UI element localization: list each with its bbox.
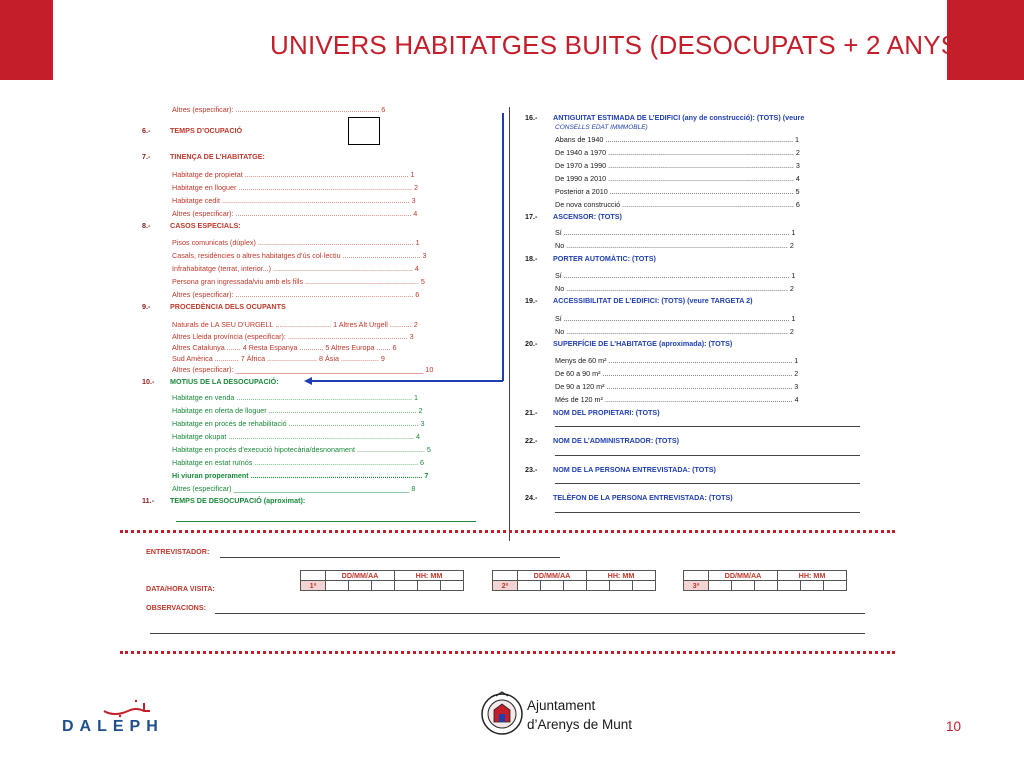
- option: No ............................................................................................................... 2: [555, 327, 794, 336]
- option: Altres Catalunya ....... 4 Resta Espanya ............ 5 Altres Europa ....... 6: [172, 343, 397, 352]
- question-10: 10.- MOTIUS DE LA DESOCUPACIÓ:: [142, 377, 279, 386]
- daleph-logo: DALEPH: [62, 718, 164, 735]
- option: Hi viuran properament ...................................................................................... 7: [172, 471, 429, 480]
- question-9: 9.- PROCEDÈNCIA DELS OCUPANTS: [142, 302, 286, 311]
- ajuntament-logo-text: Ajuntament d’Arenys de Munt: [527, 698, 633, 732]
- answer-line: [555, 455, 860, 456]
- option: Habitatge en estat ruïnós .................................................................................. 6: [172, 458, 425, 467]
- option: Més de 120 m² .............................................................................................. 4: [555, 395, 799, 404]
- option: Altres (especificar): ......................................................................................... 6: [172, 290, 420, 299]
- question-7: 7.- TINENÇA DE L’HABITATGE:: [142, 152, 265, 161]
- survey-form-image: [120, 95, 895, 665]
- option: Sí ................................................................................................................. 1: [555, 271, 796, 280]
- question-18: 18.- PORTER AUTOMÀTIC: (TOTS): [525, 254, 656, 263]
- observations-line: [215, 613, 865, 614]
- option: De 1990 a 2010 ............................................................................................. 4: [555, 174, 800, 183]
- option: Posterior a 2010 ............................................................................................ 5: [555, 187, 800, 196]
- question-19: 19.- ACCESSIBILITAT DE L’EDIFICI: (TOTS) (veure TARGETA 2): [525, 296, 753, 305]
- dotted-separator-bottom: [120, 651, 895, 654]
- option: No ............................................................................................................... 2: [555, 284, 794, 293]
- column-divider: [509, 107, 510, 541]
- time-header: HH: MM: [778, 571, 847, 581]
- question-16-note: CONSELLS EDAT IMMMOBLE): [555, 124, 648, 131]
- question-16: 16.- ANTIGUITAT ESTIMADA DE L’EDIFICI (any de construcció): (TOTS) (veure: [525, 113, 805, 122]
- option: De nova construcció ...................................................................................... 6: [555, 200, 800, 209]
- option: Naturals de LA SEU D’URGELL ............................ 1 Altres Alt Urgell ........... 2: [172, 320, 418, 329]
- option: De 60 a 90 m² ............................................................................................... 2: [555, 369, 799, 378]
- question-20: 20.- SUPERFÍCIE DE L’HABITATGE (aproximada): (TOTS): [525, 339, 733, 348]
- visit-2-table: [492, 570, 656, 591]
- arabic-script-logo-icon: [100, 697, 155, 719]
- question-22: 22.- NOM DE L’ADMINISTRADOR: (TOTS): [525, 436, 680, 445]
- partial-option: Altres (especificar): ........................................................................ 6: [172, 105, 386, 114]
- dotted-separator-top: [120, 530, 895, 533]
- interviewer-line: [220, 557, 560, 558]
- question-23: 23.- NOM DE LA PERSONA ENTREVISTADA: (TOTS): [525, 465, 716, 474]
- option: Persona gran ingressada/viu amb els fills ......................................................... 5: [172, 277, 425, 286]
- option: Pisos comunicats (dúplex) .............................................................................. 1: [172, 238, 420, 247]
- answer-line: [555, 483, 860, 484]
- option: Sud Amèrica ............ 7 Àfrica ......................... 8 Àsia ................... 9: [172, 354, 385, 363]
- date-header: DD/MM/AA: [709, 571, 778, 581]
- answer-line: [176, 521, 476, 522]
- option: Altres (especificar): _______________________________________________ 10: [172, 365, 434, 374]
- option: Sí ................................................................................................................. 1: [555, 314, 796, 323]
- observations-line: [150, 633, 865, 634]
- visit-3-table: [683, 570, 847, 591]
- option: Altres Lleida província (especificar): ............................................................ 3: [172, 332, 414, 341]
- option: Habitatge en oferta de lloguer .......................................................................... 2: [172, 406, 423, 415]
- answer-line: [555, 426, 860, 427]
- option: Habitatge en procés de rehabilitació ................................................................. 3: [172, 419, 425, 428]
- option: De 1970 a 1990 ............................................................................................. 3: [555, 161, 800, 170]
- visit-1-table: [300, 570, 464, 591]
- occupancy-time-box: [348, 117, 380, 145]
- question-24: 24.- TELÈFON DE LA PERSONA ENTREVISTADA: (TOTS): [525, 493, 733, 502]
- interviewer-label: ENTREVISTADOR:: [146, 547, 210, 556]
- option: Habitatge en lloguer ....................................................................................... 2: [172, 183, 419, 192]
- blue-connector-vertical: [502, 113, 504, 381]
- option: Casals, residències o altres habitatges d’ús col·lectiu ....................................... 3: [172, 251, 427, 260]
- answer-line: [555, 512, 860, 513]
- option: No ............................................................................................................... 2: [555, 241, 794, 250]
- municipal-seal-icon: [480, 690, 524, 738]
- observations-label: OBSERVACIONS:: [146, 603, 207, 612]
- question-17: 17.- ASCENSOR: (TOTS): [525, 212, 622, 221]
- visit-number: 2ª: [493, 581, 518, 591]
- option: Habitatge en venda ........................................................................................ 1: [172, 393, 419, 402]
- option: Altres (especificar) ____________________________________________ 8: [172, 484, 416, 493]
- option: Habitatge cedit .............................................................................................. 3: [172, 196, 416, 205]
- question-11: 11.- TEMPS DE DESOCUPACIÓ (aproximat):: [142, 496, 306, 505]
- arrow-left-icon: [304, 377, 312, 385]
- option: Menys de 60 m² ............................................................................................ 1: [555, 356, 799, 365]
- option: Habitatge en procés d’execució hipotecària/desnonament .................................. 5: [172, 445, 431, 454]
- question-8: 8.- CASOS ESPECIALS:: [142, 221, 241, 230]
- option: De 1940 a 1970 ............................................................................................. 2: [555, 148, 800, 157]
- header-accent-left: [0, 0, 53, 80]
- question-6: 6.- TEMPS D’OCUPACIÓ: [142, 126, 243, 135]
- date-header: DD/MM/AA: [518, 571, 587, 581]
- blue-connector-horizontal: [310, 380, 503, 382]
- visit-label: DATA/HORA VISITA:: [146, 584, 215, 593]
- time-header: HH: MM: [395, 571, 464, 581]
- option: Infrahabitatge (terrat, interior...) ...................................................................... 4: [172, 264, 419, 273]
- option: Habitatge okupat ............................................................................................. 4: [172, 432, 421, 441]
- option: Abans de 1940 .............................................................................................. 1: [555, 135, 800, 144]
- option: Sí ................................................................................................................. 1: [555, 228, 796, 237]
- option: De 90 a 120 m² ............................................................................................. 3: [555, 382, 799, 391]
- date-header: DD/MM/AA: [326, 571, 395, 581]
- option: Altres (especificar): ........................................................................................ 4: [172, 209, 418, 218]
- visit-number: 3ª: [684, 581, 709, 591]
- time-header: HH: MM: [587, 571, 656, 581]
- page-number: 10: [946, 719, 962, 734]
- slide-title: UNIVERS HABITATGES BUITS (DESOCUPATS + 2 ANYS): [270, 30, 968, 60]
- option: Habitatge de propietat .................................................................................. 1: [172, 170, 415, 179]
- question-21: 21.- NOM DEL PROPIETARI: (TOTS): [525, 408, 660, 417]
- visit-number: 1ª: [301, 581, 326, 591]
